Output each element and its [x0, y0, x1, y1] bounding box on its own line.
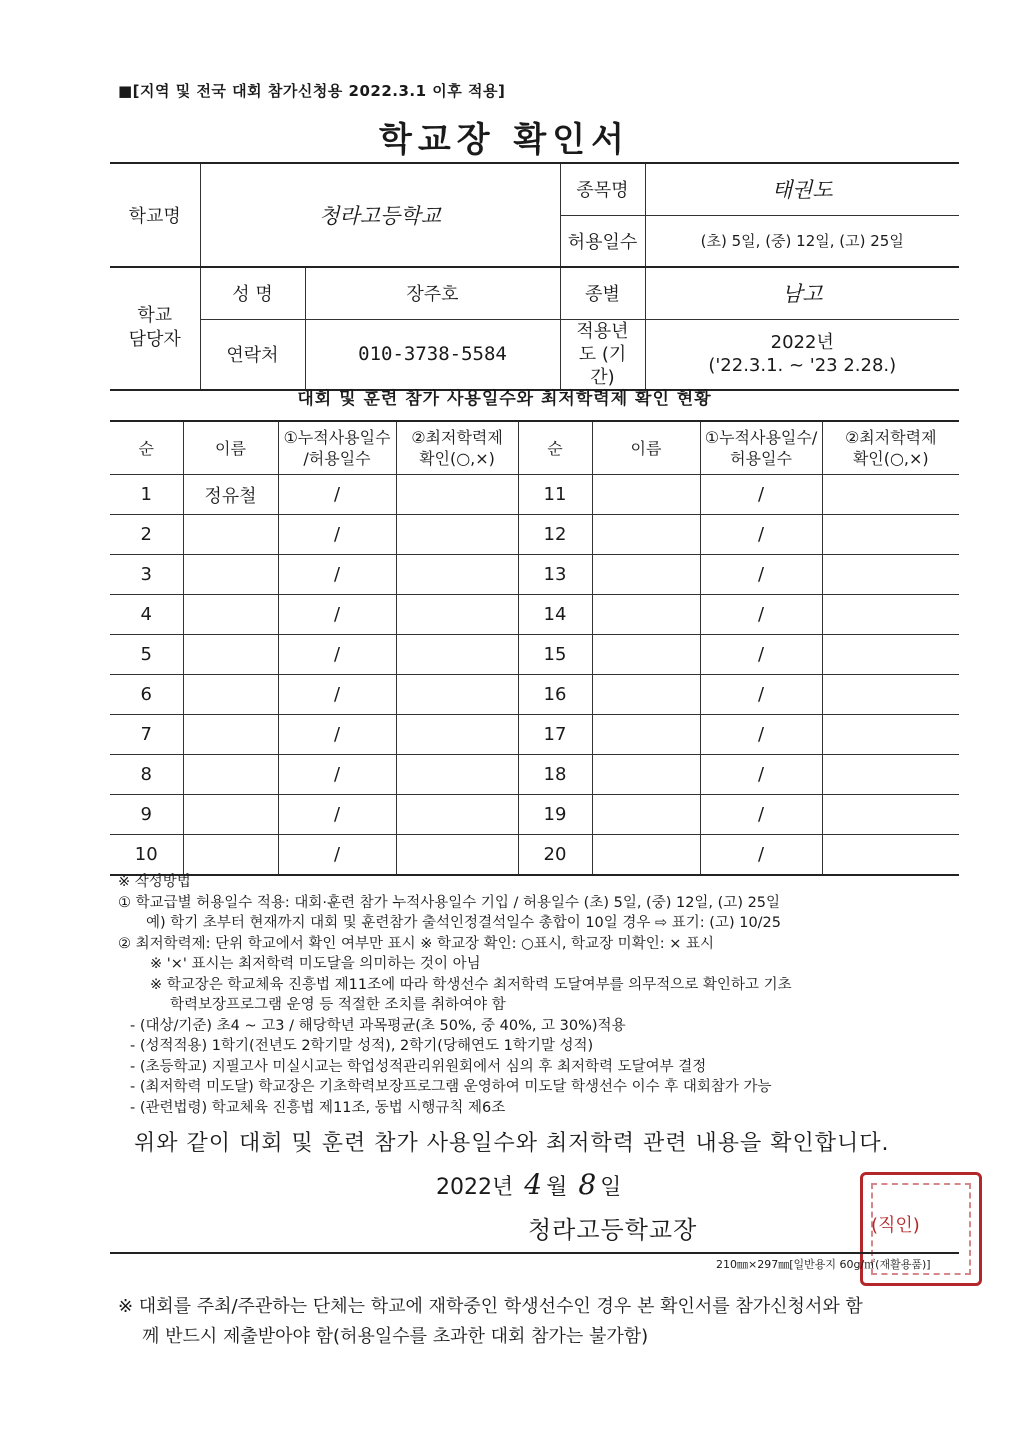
instruction-1-example: 예) 학기 초부터 현재까지 대회 및 훈련참가 출석인정결석일수 총합이 10일 경우 ⇨ 표기: (고) 10/25	[146, 915, 782, 931]
header-no-2: 순	[518, 421, 592, 475]
date-day: 8	[578, 1168, 597, 1201]
table-row	[110, 835, 959, 876]
row-name-2	[592, 755, 700, 795]
year-value-year: 2022년	[770, 332, 834, 353]
row-name	[183, 795, 278, 835]
year-value	[645, 319, 959, 390]
row-no-2: 17	[518, 715, 592, 755]
row-check-2	[822, 755, 959, 795]
row-check-2	[822, 835, 959, 876]
row-check-2	[822, 515, 959, 555]
confirmation-statement: 위와 같이 대회 및 훈련 참가 사용일수와 최저학력 관련 내용을 확인합니다.	[134, 1131, 890, 1156]
table-row	[110, 595, 959, 635]
row-name-2	[592, 475, 700, 515]
table-row	[110, 635, 959, 675]
row-days: /	[278, 835, 396, 876]
date-month-unit: 월	[546, 1175, 568, 1200]
row-days-2: /	[700, 675, 822, 715]
row-no: 3	[110, 555, 183, 595]
paper-spec: 210㎜×297㎜[일반용지 60g/㎡(재활용품)]	[716, 1258, 931, 1271]
instructions	[118, 872, 978, 1118]
roster-table	[110, 420, 959, 876]
roster-title: 대회 및 훈련 참가 사용일수와 최저학력제 확인 현황	[297, 389, 712, 409]
table-row	[110, 515, 959, 555]
footer-line-1: ※ 대회를 주최/주관하는 단체는 학교에 재학중인 학생선수인 경우 본 확인서를 참가신청서와 함	[118, 1296, 863, 1317]
row-name-2	[592, 595, 700, 635]
header-days: ①누적사용일수 /허용일수	[278, 421, 396, 475]
sport-label: 종목명	[560, 163, 645, 215]
header-name: 이름	[183, 421, 278, 475]
row-no: 6	[110, 675, 183, 715]
row-check	[396, 715, 518, 755]
row-days: /	[278, 675, 396, 715]
row-check	[396, 675, 518, 715]
row-check	[396, 755, 518, 795]
row-name	[183, 715, 278, 755]
row-no: 4	[110, 595, 183, 635]
detail-2: - (성적적용) 1학기(전년도 2학기말 성적), 2학기(당해연도 1학기말 성적)	[130, 1038, 594, 1054]
sport-value: 태권도	[645, 163, 959, 215]
row-no-2: 12	[518, 515, 592, 555]
principal-name: 청라고등학교장	[528, 1216, 698, 1244]
row-days-2: /	[700, 475, 822, 515]
date-year: 2022년	[436, 1175, 514, 1200]
table-row	[110, 755, 959, 795]
row-check	[396, 835, 518, 876]
row-name-2	[592, 635, 700, 675]
row-name: 정유철	[183, 475, 278, 515]
signature-date	[436, 1168, 621, 1201]
row-check	[396, 475, 518, 515]
row-no: 5	[110, 635, 183, 675]
row-days: /	[278, 595, 396, 635]
header-no: 순	[110, 421, 183, 475]
header-check: ②최저학력제 확인(○,×)	[396, 421, 518, 475]
detail-3: - (초등학교) 지필고사 미실시교는 학업성적관리위원회에서 심의 후 최저학력 도달여부 결정	[130, 1058, 707, 1075]
instruction-2-note-b: ※ 학교장은 학교체육 진흥법 제11조에 따라 학생선수 최저학력 도달여부를 의무적으로 확인하고 기초	[150, 976, 792, 993]
row-check-2	[822, 555, 959, 595]
row-check-2	[822, 635, 959, 675]
date-day-unit: 일	[600, 1175, 622, 1200]
seal-text: (직인)	[871, 1215, 920, 1236]
row-days: /	[278, 555, 396, 595]
row-name	[183, 835, 278, 876]
row-no: 1	[110, 475, 183, 515]
category-value: 남고	[645, 267, 959, 319]
row-days-2: /	[700, 755, 822, 795]
row-no-2: 20	[518, 835, 592, 876]
row-days-2: /	[700, 795, 822, 835]
header-check-2: ②최저학력제 확인(○,×)	[822, 421, 959, 475]
table-row	[110, 795, 959, 835]
footer-note	[118, 1292, 863, 1352]
row-check-2	[822, 715, 959, 755]
header-days-2: ①누적사용일수/ 허용일수	[700, 421, 822, 475]
page-title: 학교장 확인서	[379, 120, 630, 160]
detail-4: - (최저학력 미도달) 학교장은 기초학력보장프로그램 운영하여 미도달 학생선수 이수 후 대회참가 가능	[130, 1079, 772, 1095]
allowed-days-value: (초) 5일, (중) 12일, (고) 25일	[645, 215, 959, 267]
school-label: 학교명	[110, 163, 200, 267]
row-check-2	[822, 675, 959, 715]
year-label: 적용년도 (기간)	[560, 319, 645, 390]
instruction-2-note-a: ※ '×' 표시는 최저학력 미도달을 의미하는 것이 아님	[150, 956, 481, 972]
row-days: /	[278, 795, 396, 835]
row-days: /	[278, 475, 396, 515]
row-check-2	[822, 595, 959, 635]
name-value: 장주호	[305, 267, 560, 319]
instruction-2: ② 최저학력제: 단위 학교에서 확인 여부만 표시 ※ 학교장 확인: ○표시, 학교장 미확인: × 표시	[118, 935, 714, 952]
row-check-2	[822, 475, 959, 515]
row-check	[396, 555, 518, 595]
table-row	[110, 475, 959, 515]
row-no: 7	[110, 715, 183, 755]
row-check	[396, 635, 518, 675]
header-note: ■[지역 및 전국 대회 참가신청용 2022.3.1 이후 적용]	[118, 82, 506, 100]
row-no: 10	[110, 835, 183, 876]
row-days: /	[278, 515, 396, 555]
detail-1: - (대상/기준) 초4 ~ 고3 / 해당학년 과목평균(초 50%, 중 40%, 고 30%)적용	[130, 1017, 626, 1034]
info-table	[110, 162, 959, 391]
row-days-2: /	[700, 555, 822, 595]
instructions-heading: ※ 작성방법	[118, 874, 191, 890]
instruction-2-note-c: 학력보장프로그램 운영 등 적절한 조치를 취하여야 함	[170, 997, 506, 1013]
row-days: /	[278, 715, 396, 755]
detail-5: - (관련법령) 학교체육 진흥법 제11조, 동법 시행규칙 제6조	[130, 1099, 506, 1116]
row-no: 9	[110, 795, 183, 835]
row-no-2: 11	[518, 475, 592, 515]
row-no-2: 19	[518, 795, 592, 835]
contact-value: 010-3738-5584	[305, 319, 560, 390]
row-no-2: 15	[518, 635, 592, 675]
name-label: 성 명	[200, 267, 305, 319]
allowed-days-label: 허용일수	[560, 215, 645, 267]
row-check	[396, 595, 518, 635]
divider	[110, 1252, 959, 1254]
row-days: /	[278, 635, 396, 675]
year-value-period: ('22.3.1. ~ '23 2.28.)	[708, 355, 897, 376]
row-days-2: /	[700, 515, 822, 555]
table-row	[110, 675, 959, 715]
manager-label: 학교 담당자	[110, 267, 200, 390]
row-name-2	[592, 675, 700, 715]
row-name-2	[592, 515, 700, 555]
row-name	[183, 755, 278, 795]
row-days-2: /	[700, 595, 822, 635]
row-no: 8	[110, 755, 183, 795]
row-days: /	[278, 755, 396, 795]
school-value: 청라고등학교	[200, 163, 560, 267]
row-days-2: /	[700, 635, 822, 675]
row-no-2: 18	[518, 755, 592, 795]
row-check	[396, 795, 518, 835]
row-name	[183, 635, 278, 675]
row-no-2: 14	[518, 595, 592, 635]
row-name-2	[592, 835, 700, 876]
table-row	[110, 715, 959, 755]
row-name-2	[592, 715, 700, 755]
category-label: 종별	[560, 267, 645, 319]
row-no: 2	[110, 515, 183, 555]
row-no-2: 16	[518, 675, 592, 715]
row-name	[183, 595, 278, 635]
row-name	[183, 675, 278, 715]
row-check-2	[822, 795, 959, 835]
row-no-2: 13	[518, 555, 592, 595]
row-days-2: /	[700, 835, 822, 876]
row-name	[183, 515, 278, 555]
instruction-1: ① 학교급별 허용일수 적용: 대회·훈련 참가 누적사용일수 기입 / 허용일수 (초) 5일, (중) 12일, (고) 25일	[118, 894, 781, 911]
row-name-2	[592, 795, 700, 835]
date-month: 4	[524, 1168, 543, 1201]
row-check	[396, 515, 518, 555]
row-name	[183, 555, 278, 595]
header-name-2: 이름	[592, 421, 700, 475]
row-days-2: /	[700, 715, 822, 755]
row-name-2	[592, 555, 700, 595]
contact-label: 연락처	[200, 319, 305, 390]
footer-line-2: 께 반드시 제출받아야 함(허용일수를 초과한 대회 참가는 불가함)	[142, 1326, 649, 1347]
table-row	[110, 555, 959, 595]
